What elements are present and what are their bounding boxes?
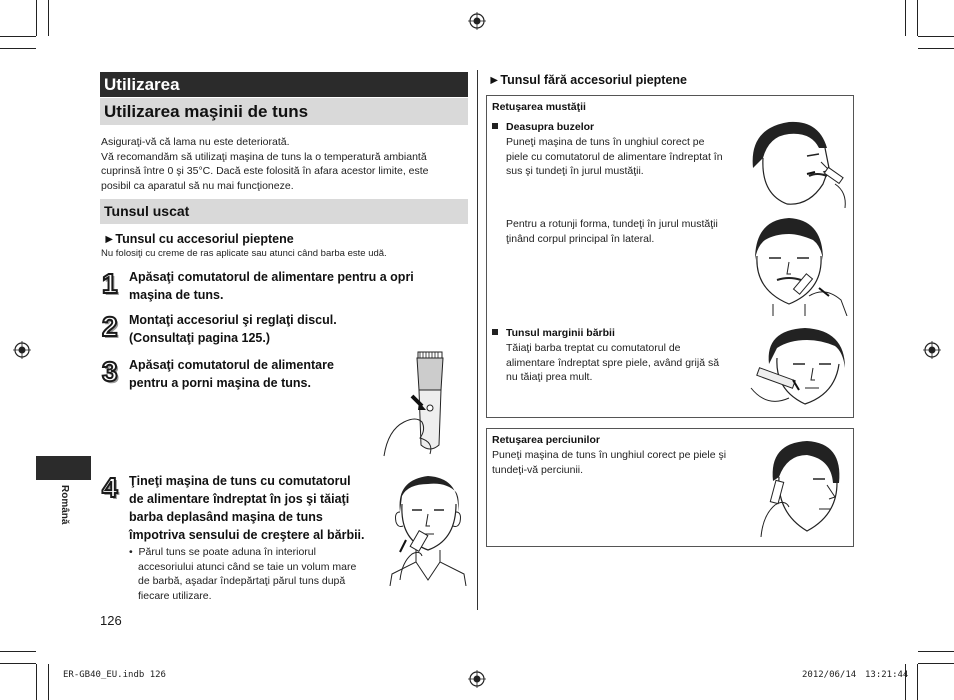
sideburns-box bbox=[486, 428, 854, 547]
mustache-box bbox=[486, 95, 854, 418]
footer-time: 13:21:44 bbox=[865, 670, 909, 680]
square-bullet-icon bbox=[492, 329, 498, 335]
above-lip-title: Deasupra buzelor bbox=[492, 121, 594, 133]
mustache-box-title: Retuşarea mustăţii bbox=[492, 101, 586, 113]
beard-edge-title: Tunsul marginii bărbii bbox=[492, 327, 615, 339]
face-illustration bbox=[757, 437, 849, 541]
crop-mark-icon bbox=[918, 663, 954, 664]
registration-mark-icon bbox=[923, 341, 941, 359]
sideburns-box-title: Retuşarea perciunilor bbox=[492, 434, 600, 446]
crop-mark-icon bbox=[917, 0, 918, 36]
step-text: Apăsaţi comutatorul de alimentare pentru a porni maşina de tuns. bbox=[129, 358, 334, 390]
step4-note: • Părul tuns se poate aduna în interiorul accesoriului atunci când se taie un volum mare de barbă, aşadar îndepărtaţi părul tuns după fiecare utilizare. bbox=[129, 546, 357, 602]
sideburns-text: Puneţi maşina de tuns în unghiul corect pe piele şi tundeţi-vă perciunii. bbox=[492, 449, 727, 476]
intro-text: Asiguraţi-vă că lama nu este deteriorată. Vă recomandăm să utilizaţi maşina de tuns la o temperatură ambiantă cuprinsă între 0 şi 35°C. Dacă este folosită în afara acestor limite, este posibil ca aparatul să nu mai funcţioneze. bbox=[101, 136, 429, 192]
page-number: 126 bbox=[100, 613, 122, 628]
registration-mark-icon bbox=[13, 341, 31, 359]
crop-mark-icon bbox=[0, 651, 36, 652]
section-title: Utilizarea bbox=[100, 72, 468, 97]
face-illustration bbox=[749, 216, 849, 316]
crop-mark-icon bbox=[36, 664, 37, 700]
step-number: 3 bbox=[102, 356, 118, 387]
round-shape-text: Pentru a rotunji forma, tundeţi în jurul mustăţii ţinând corpul principal în lateral. bbox=[506, 218, 718, 245]
language-tab-label: Română bbox=[59, 485, 70, 525]
crop-mark-icon bbox=[48, 664, 49, 700]
trimmer-illustration bbox=[382, 350, 468, 458]
crop-mark-icon bbox=[0, 48, 36, 49]
page-title: Utilizarea maşinii de tuns bbox=[100, 98, 468, 125]
crop-mark-icon bbox=[918, 36, 954, 37]
crop-mark-icon bbox=[48, 0, 49, 36]
crop-mark-icon bbox=[917, 664, 918, 700]
crop-mark-icon bbox=[0, 663, 36, 664]
face-illustration bbox=[749, 324, 849, 412]
with-comb-heading: ►Tunsul cu accesoriul pieptene bbox=[103, 232, 294, 246]
subsection-title: Tunsul uscat bbox=[100, 199, 468, 224]
step-number: 2 bbox=[102, 311, 118, 342]
registration-mark-icon bbox=[468, 12, 486, 30]
step-text: Montaţi accesoriul şi reglaţi discul. (Consultaţi pagina 125.) bbox=[129, 313, 337, 345]
crop-mark-icon bbox=[918, 651, 954, 652]
crop-mark-icon bbox=[918, 48, 954, 49]
step-text: Apăsaţi comutatorul de alimentare pentru a opri maşina de tuns. bbox=[129, 270, 414, 302]
beard-edge-text: Tăiaţi barba treptat cu comutatorul de alimentare îndreptat spre piele, având grijă să nu tăiaţi prea mult. bbox=[506, 342, 720, 383]
step-text: Ţineţi maşina de tuns cu comutatorul de alimentare îndreptat în jos şi tăiaţi barba deplasând maşina de tuns împotriva sensului de creştere al bărbii. bbox=[129, 474, 365, 542]
crop-mark-icon bbox=[905, 0, 906, 36]
registration-mark-icon bbox=[468, 670, 486, 688]
without-comb-heading: ►Tunsul fără accesoriul pieptene bbox=[488, 73, 687, 87]
square-bullet-icon bbox=[492, 123, 498, 129]
face-illustration bbox=[749, 118, 849, 210]
crop-mark-icon bbox=[0, 36, 36, 37]
above-lip-text: Puneţi maşina de tuns în unghiul corect pe piele cu comutatorul de alimentare îndreptat în sus şi tundeţi în jurul mustăţii. bbox=[506, 136, 723, 177]
step-number: 1 bbox=[102, 268, 118, 299]
language-tab bbox=[36, 456, 91, 480]
crop-mark-icon bbox=[36, 0, 37, 36]
footer-file: ER-GB40_EU.indb 126 bbox=[63, 670, 166, 680]
footer-date: 2012/06/14 bbox=[802, 670, 857, 680]
bullet-icon: • bbox=[129, 546, 133, 558]
column-divider bbox=[477, 70, 478, 610]
step-number: 4 bbox=[102, 472, 118, 503]
face-illustration bbox=[386, 470, 470, 586]
with-comb-note: Nu folosiţi cu creme de ras aplicate sau atunci când barba este udă. bbox=[101, 248, 387, 259]
